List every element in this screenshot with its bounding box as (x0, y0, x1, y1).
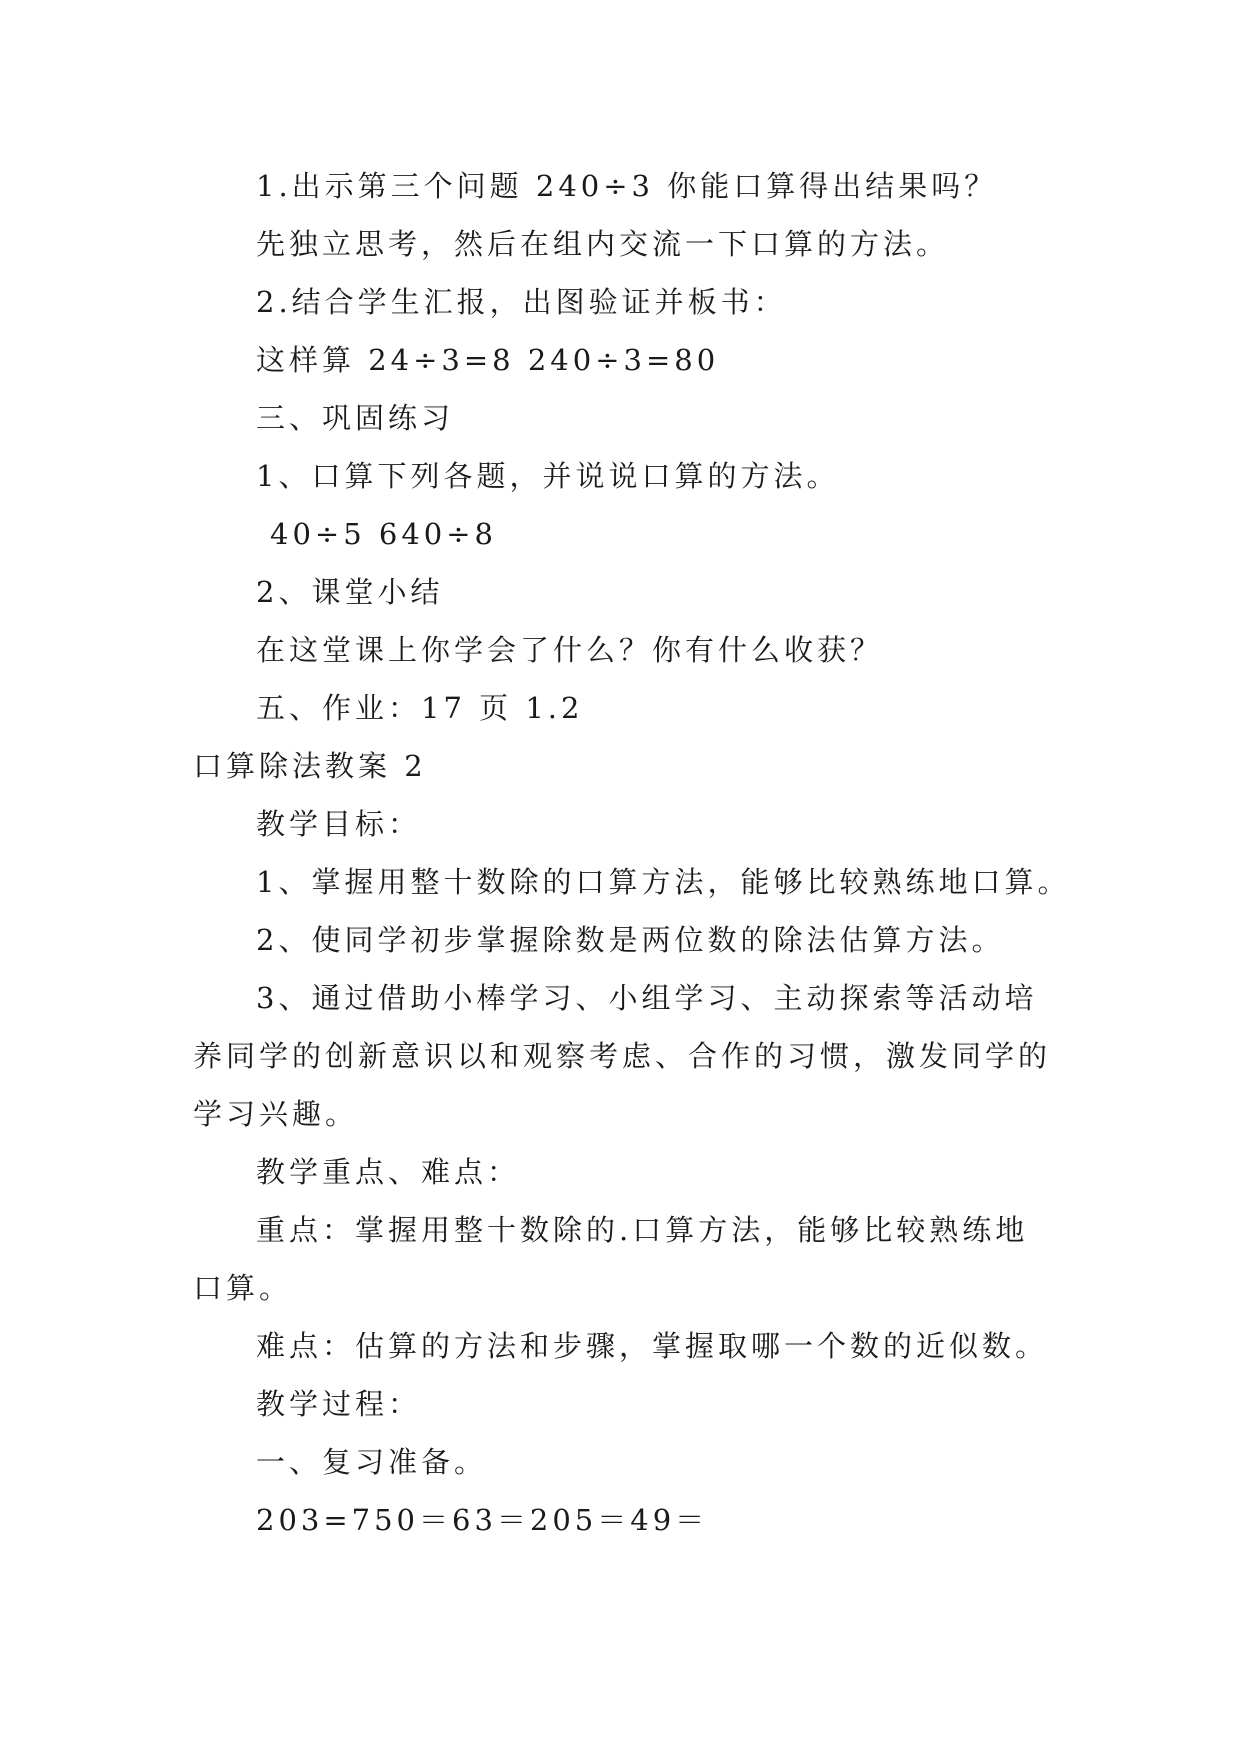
section-heading: 三、巩固练习 (256, 401, 455, 435)
section-heading: 教学目标： (256, 807, 422, 841)
text-line: 203=750＝63＝205＝49＝ (256, 1503, 709, 1537)
text-line: 这样算 24÷3=8 240÷3=80 (256, 343, 720, 377)
text-line: 1.出示第三个问题 240÷3 你能口算得出结果吗？ (256, 169, 998, 203)
text-line: 口算。 (193, 1271, 293, 1305)
section-heading: 一、复习准备。 (256, 1445, 488, 1479)
text-line: 难点：估算的方法和步骤，掌握取哪一个数的近似数。 (256, 1329, 1049, 1363)
section-heading: 五、作业：17 页 1.2 (256, 691, 584, 725)
text-line: 先独立思考，然后在组内交流一下口算的方法。 (256, 227, 950, 261)
text-line: 重点：掌握用整十数除的.口算方法，能够比较熟练地 (256, 1213, 1029, 1247)
text-line: 在这堂课上你学会了什么？你有什么收获？ (256, 633, 884, 667)
text-line: 1、口算下列各题，并说说口算的方法。 (256, 459, 840, 493)
text-line: 1、掌握用整十数除的口算方法，能够比较熟练地口算。 (256, 865, 1071, 899)
text-line: 2、使同学初步掌握除数是两位数的除法估算方法。 (256, 923, 1005, 957)
text-line: 2.结合学生汇报，出图验证并板书： (256, 285, 787, 319)
section-heading: 教学过程： (256, 1387, 422, 1421)
text-line: 养同学的创新意识以和观察考虑、合作的习惯，激发同学的 (193, 1039, 1052, 1073)
section-heading: 教学重点、难点： (256, 1155, 521, 1189)
text-line: 2、课堂小结 (256, 575, 444, 609)
document-title: 口算除法教案 2 (193, 749, 427, 783)
text-line: 40÷5 640÷8 (270, 517, 497, 551)
text-line: 学习兴趣。 (193, 1097, 359, 1131)
text-line: 3、通过借助小棒学习、小组学习、主动探索等活动培 (256, 981, 1038, 1015)
